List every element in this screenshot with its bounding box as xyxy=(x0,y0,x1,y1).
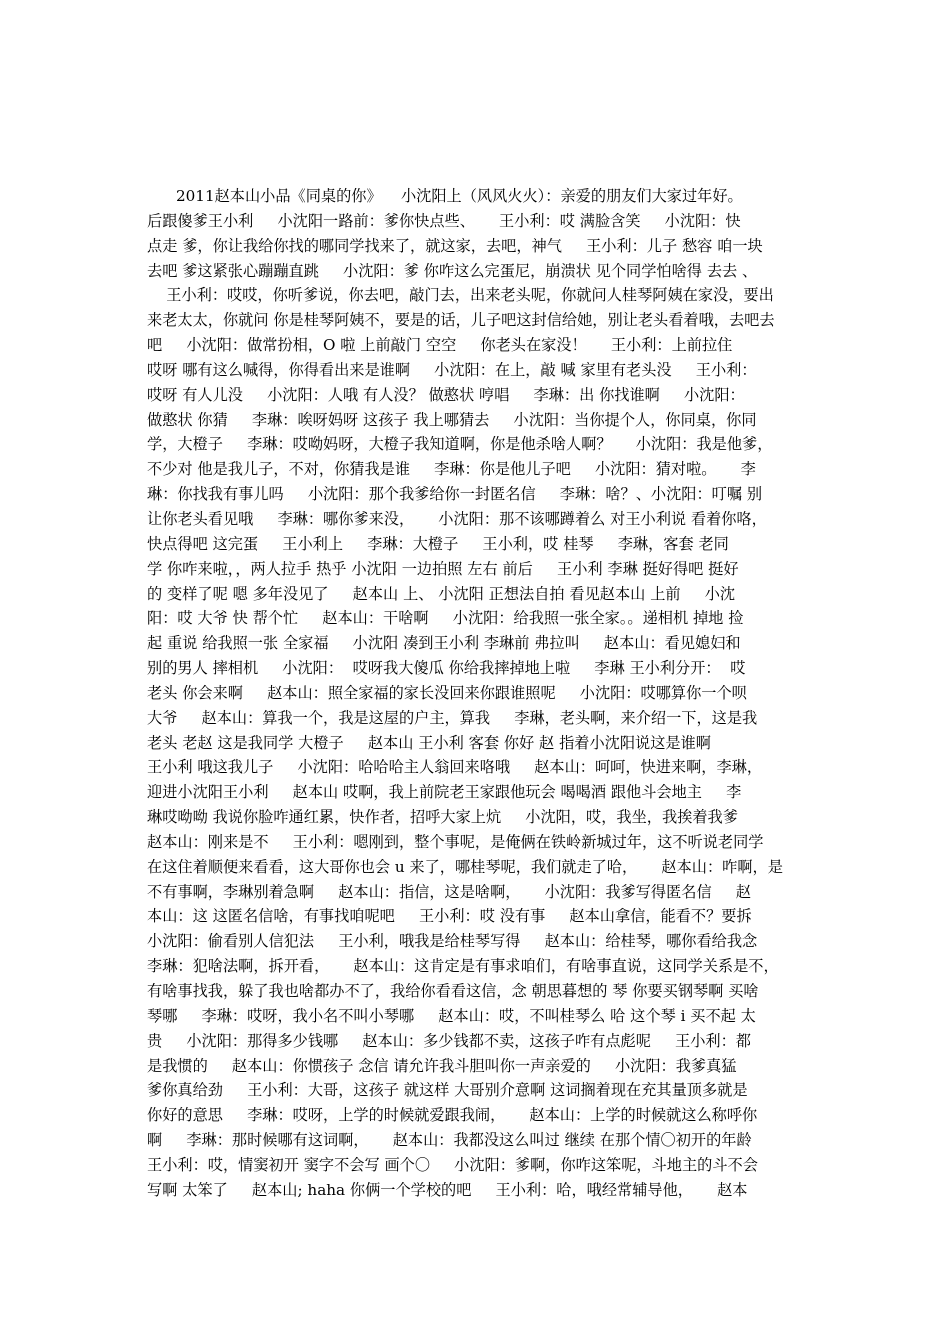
text-line: 不少对 他是我儿子，不对，你猜我是谁 李琳：你是他儿子吧 小沈阳：猜对啦。 李 xyxy=(147,460,756,479)
text-line: 迎进小沈阳王小利 赵本山 哎啊，我上前院老王家跟他玩会 喝喝酒 跟他斗会地主 李 xyxy=(147,783,742,802)
text-line: 哎呀 有人儿没 小沈阳：人哦 有人没？ 做憨状 哼唱 李琳：出 你找谁啊 小沈阳： xyxy=(147,385,745,404)
text-line: 老头 老赵 这是我同学 大橙子 赵本山 王小利 客套 你好 赵 指着小沈阳说这是谁啊 xyxy=(147,733,711,752)
text-line: 哎呀 哪有这么喊得，你得看出来是谁啊 小沈阳：在上，敲 喊 家里有老头没 王小利： xyxy=(147,360,757,379)
text-line: 爹你真给劲 王小利：大哥，这孩子 就这样 大哥别介意啊 这词搁着现在充其量顶多就是 xyxy=(147,1081,748,1100)
text-line: 李琳：犯啥法啊，拆开看， 赵本山：这肯定是有事求咱们，有啥事直说，这同学关系是不， xyxy=(147,957,779,976)
text-line: 去吧 爹这紧张心蹦蹦直跳 小沈阳：爹 你咋这么完蛋尼，崩溃状 见个同学怕啥得 去去 、 xyxy=(147,261,758,280)
text-line: 琳：你找我有事儿吗 小沈阳：那个我爹给你一封匿名信 李琳：啥？、小沈阳：叮嘱 别 xyxy=(147,485,763,504)
text-line: 啊 李琳：那时候哪有这词啊， 赵本山：我都没这么叫过 继续 在那个情〇初开的年龄 xyxy=(147,1131,752,1150)
document-body xyxy=(147,184,809,1203)
text-line: 后跟傻爹王小利 小沈阳一路前：爹你快点些、 王小利：哎 满脸含笑 小沈阳：快 xyxy=(147,211,741,230)
text-line: 别的男人 摔相机 小沈阳： 哎呀我大傻瓜 你给我摔掉地上啦 李琳 王小利分开： 哎 xyxy=(147,659,746,678)
text-line: 2011赵本山小品《同桌的你》 小沈阳上（风风火火）：亲爱的朋友们大家过年好。 xyxy=(147,187,743,205)
text-line: 让你老头看见哦 李琳：哪你爹来没， 小沈阳：那不该哪蹲着么 对王小利说 看着你咯， xyxy=(147,509,767,528)
text-line: 写啊 太笨了 赵本山; haha 你俩一个学校的吧 王小利：哈，哦经常辅导他， 赵本 xyxy=(147,1180,748,1199)
text-line: 是我惯的 赵本山：你惯孩子 念信 请允许我斗胆叫你一声亲爱的 小沈阳：我爹真猛 xyxy=(147,1056,737,1075)
text-line: 王小利 哦这我儿子 小沈阳：哈哈哈主人翁回来咯哦 赵本山：呵呵，快进来啊，李琳， xyxy=(147,758,763,777)
text-line: 王小利：哎哎，你听爹说，你去吧，敲门去，出来老头呢，你就问人桂琴阿姨在家没，要出 xyxy=(147,286,774,305)
text-line: 学 你咋来啦，，两人拉手 热乎 小沈阳 一边拍照 左右 前后 王小利 李琳 挺好得吧 挺好 xyxy=(147,559,739,578)
text-line: 本山：这 这匿名信啥，有事找咱呢吧 王小利：哎 没有事 赵本山拿信，能看不？要拆 xyxy=(147,907,752,926)
text-line: 贵 小沈阳：那得多少钱哪 赵本山：多少钱都不卖，这孩子咋有点彪呢 王小利：都 xyxy=(147,1031,751,1050)
text-line: 吧 小沈阳：做常扮相，O 啦 上前敲门 空空 你老头在家没！ 王小利：上前拉住 xyxy=(147,336,733,355)
text-line: 做憨状 你猜 李琳：唉呀妈呀 这孩子 我上哪猜去 小沈阳：当你提个人，你同桌，你同 xyxy=(147,410,757,429)
text-line: 琳哎呦呦 我说你脸咋通红累，快作者，招呼大家上炕 小沈阳，哎，我坐，我挨着我爹 xyxy=(147,808,738,827)
text-line: 有啥事找我，躲了我也啥都办不了，我给你看看这信，念 朝思暮想的 琴 你要买钢琴啊 买啥 xyxy=(147,982,759,1000)
text-line: 在这住着顺便来看看，这大哥你也会 u 来了，哪桂琴呢，我们就走了哈， 赵本山：咋啊，是 xyxy=(147,857,783,876)
text-line: 的 变样了呢 嗯 多年没见了 赵本山 上、 小沈阳 正想法自拍 看见赵本山 上前 小沈 xyxy=(147,584,736,603)
text-line: 老头 你会来啊 赵本山：照全家福的家长没回来你跟谁照呢 小沈阳：哎哪算你一个呗 xyxy=(147,683,747,702)
text-line: 你好的意思 李琳：哎呀，上学的时候就爱跟我闹， 赵本山：上学的时候就这么称呼你 xyxy=(147,1106,758,1125)
text-line: 来老太太，你就问 你是桂琴阿姨不，要是的话，儿子吧这封信给她，别让老头看着哦，去吧去 xyxy=(147,311,775,330)
text-line: 不有事啊，李琳别着急啊 赵本山：指信，这是啥啊， 小沈阳：我爹写得匿名信 赵 xyxy=(147,882,751,901)
text-line: 学，大橙子 李琳：哎呦妈呀，大橙子我知道啊，你是他杀啥人啊？ 小沈阳：我是他爹， xyxy=(147,435,773,454)
text-line: 大爷 赵本山：算我一个，我是这屋的户主，算我 李琳，老头啊，来介绍一下，这是我 xyxy=(147,708,758,727)
text-line: 起 重说 给我照一张 全家福 小沈阳 凑到王小利 李琳前 弗拉叫 赵本山：看见媳妇和 xyxy=(147,634,741,653)
text-line: 小沈阳：偷看别人信犯法 王小利，哦我是给桂琴写得 赵本山：给桂琴，哪你看给我念 xyxy=(147,932,758,951)
text-line: 阳：哎 大爷 快 帮个忙 赵本山：干啥啊 小沈阳：给我照一张全家。。递相机 掉地 捡 xyxy=(147,609,744,628)
text-line: 王小利：哎，情窦初开 窦字不会写 画个〇 小沈阳：爹啊，你咋这笨呢，斗地主的斗不会 xyxy=(147,1155,758,1174)
text-line: 点走 爹，你让我给你找的哪同学找来了，就这家，去吧，神气 王小利：儿子 愁容 咱一块 xyxy=(147,236,763,255)
text-line: 琴哪 李琳：哎呀，我小名不叫小琴哪 赵本山：哎，不叫桂琴么 哈 这个琴 i 买不起 太 xyxy=(147,1006,756,1025)
text-line: 快点得吧 这完蛋 王小利上 李琳：大橙子 王小利，哎 桂琴 李琳，客套 老同 xyxy=(147,534,729,553)
text-line: 赵本山：刚来是不 王小利：嗯刚到，整个事呢，是俺俩在铁岭新城过年，这不听说老同学 xyxy=(147,832,764,851)
